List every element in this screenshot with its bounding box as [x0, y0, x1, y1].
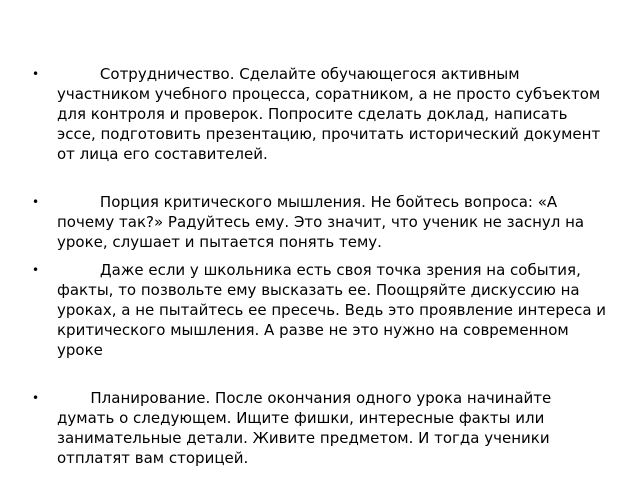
- bullet-icon: •: [32, 195, 40, 209]
- bullet-text: Даже если у школьника есть своя точка зрения на события, факты, то позвольте ему высказать ее. Поощряйте дискуссию на уроках, а не пытайтесь ее пресечь. Ведь это проявление интереса и критического мышления. А разве не это нужно на современном уроке: [57, 261, 611, 359]
- bullet-icon: •: [32, 263, 40, 277]
- bullet-text: Сотрудничество. Сделайте обучающегося активным участником учебного процесса, соратником, а не просто субъектом для контроля и проверок. Попросите сделать доклад, написать эссе, подготовить презентацию, прочитать исторический документ от лица его составителей.: [57, 65, 605, 163]
- bullet-item-point-of-view: [30, 260, 610, 360]
- bullet-text: Порция критического мышления. Не бойтесь вопроса: «А почему так?» Радуйтесь ему. Это значит, что ученик не заснул на уроке, слушает и пытается понять тему.: [57, 193, 589, 251]
- bullet-item-critical-thinking: [30, 192, 610, 252]
- bullet-list: [30, 64, 610, 468]
- bullet-icon: •: [32, 67, 40, 81]
- bullet-icon: •: [32, 391, 40, 405]
- bullet-item-cooperation: [30, 64, 610, 164]
- bullet-text: Планирование. После окончания одного урока начинайте думать о следующем. Ищите фишки, интересные факты или занимательные детали. Живите предметом. И тогда ученики отплатят вам сторицей.: [57, 389, 557, 467]
- bullet-item-planning: [30, 388, 610, 468]
